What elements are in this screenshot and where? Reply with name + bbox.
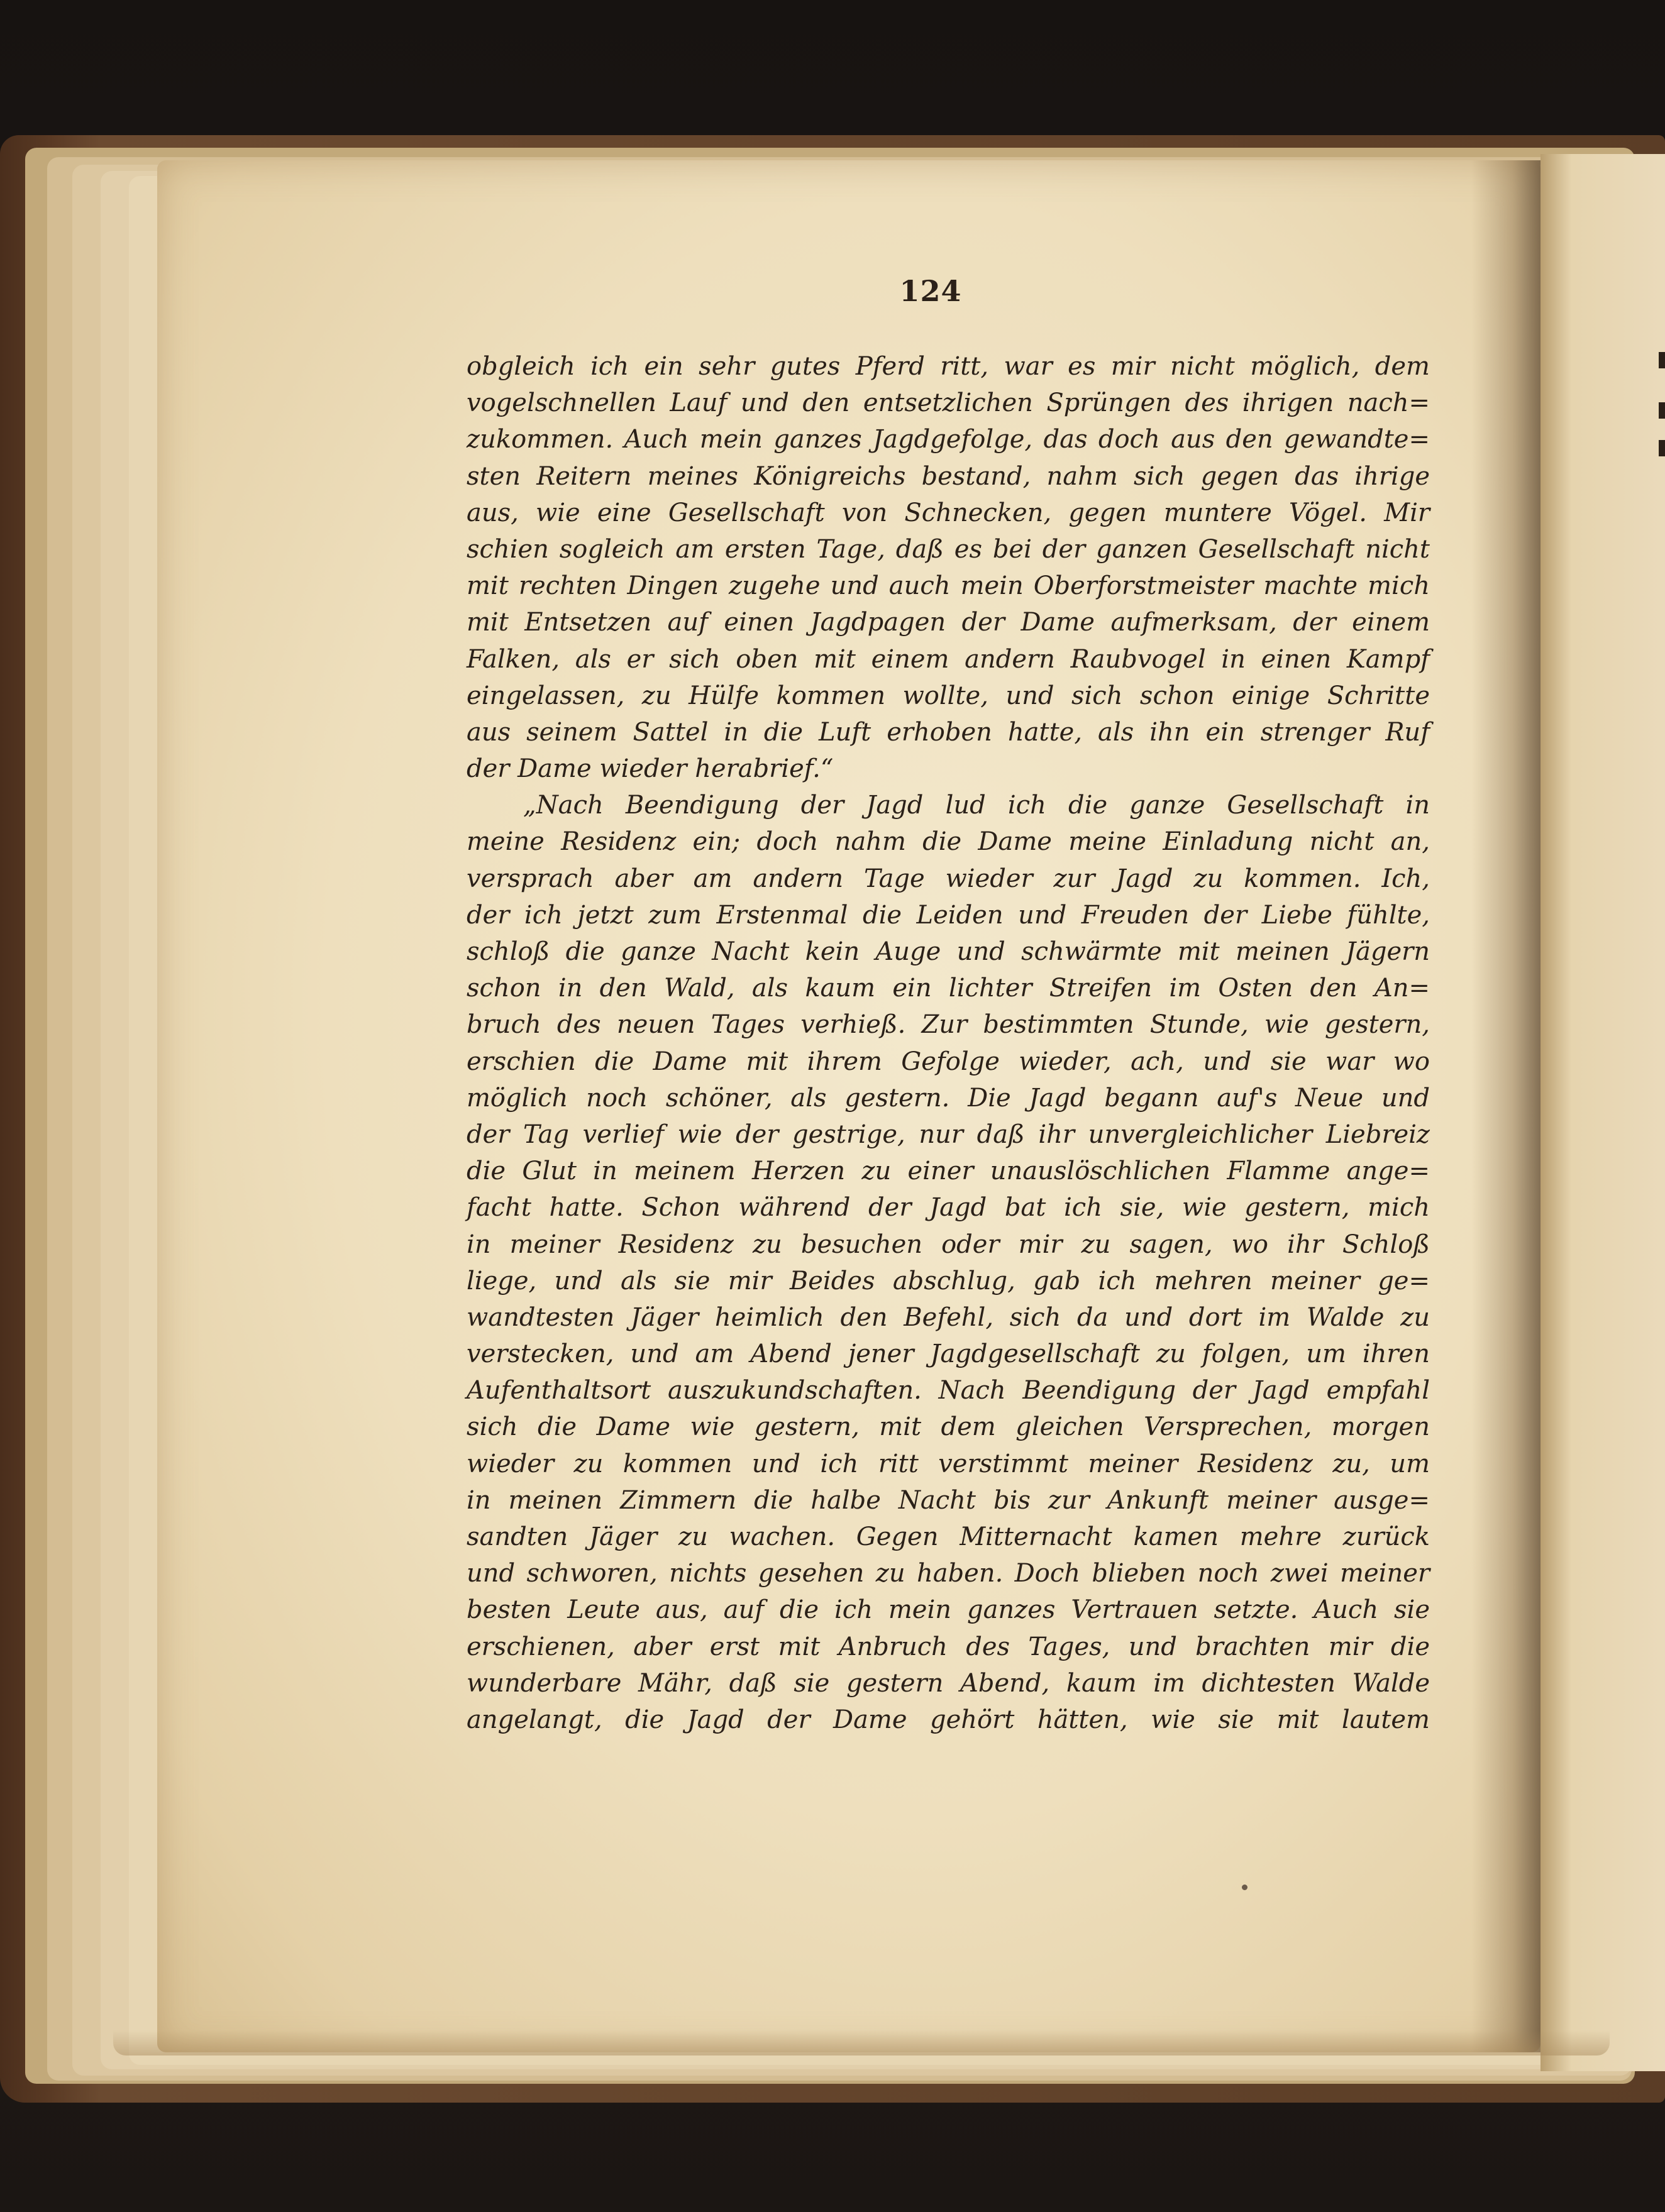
facing-text-mark <box>1659 402 1665 419</box>
text-line: zukommen. Auch mein ganzes Jagdgefolge, das doch aus den gewandte= <box>467 425 1430 454</box>
text-line: sandten Jäger zu wachen. Gegen Mitternacht kamen mehre zurück <box>467 1522 1430 1551</box>
text-line: eingelassen, zu Hülfe kommen wollte, und sich schon einige Schritte <box>467 681 1430 710</box>
facing-page-text-fragments <box>1659 352 1665 478</box>
text-line: erschien die Dame mit ihrem Gefolge wieder, ach, und sie war wo <box>467 1047 1430 1076</box>
text-line: und schworen, nichts gesehen zu haben. Doch blieben noch zwei meiner <box>467 1559 1430 1588</box>
text-line: verstecken, und am Abend jener Jagdgesellschaft zu folgen, um ihren <box>467 1340 1430 1369</box>
facing-page <box>1541 154 1665 2071</box>
text-line: aus, wie eine Gesellschaft von Schnecken, gegen muntere Vögel. Mir <box>467 498 1430 527</box>
text-line: besten Leute aus, auf die ich mein ganzes Vertrauen setzte. Auch sie <box>467 1595 1430 1625</box>
text-line: sich die Dame wie gestern, mit dem gleichen Versprechen, morgen <box>467 1412 1430 1442</box>
text-line: mit Entsetzen auf einen Jagdpagen der Dame aufmerksam, der einem <box>467 608 1430 637</box>
text-line: „Nach Beendigung der Jagd lud ich die ganze Gesellschaft in <box>523 791 1430 820</box>
text-line: obgleich ich ein sehr gutes Pferd ritt, war es mir nicht möglich, dem <box>467 352 1430 381</box>
page-number: 124 <box>899 274 962 308</box>
text-line: die Glut in meinem Herzen zu einer unauslöschlichen Flamme ange= <box>467 1157 1430 1186</box>
text-line: facht hatte. Schon während der Jagd bat ich sie, wie gestern, mich <box>467 1193 1430 1223</box>
text-line: vogelschnellen Lauf und den entsetzlichen Sprüngen des ihrigen nach= <box>467 388 1430 418</box>
text-line: schon in den Wald, als kaum ein lichter Streifen im Osten den An= <box>467 974 1430 1003</box>
text-line: mit rechten Dingen zugehe und auch mein Oberforstmeister machte mich <box>467 571 1430 601</box>
text-line: versprach aber am andern Tage wieder zur Jagd zu kommen. Ich, <box>467 864 1430 893</box>
text-line: wieder zu kommen und ich ritt verstimmt meiner Residenz zu, um <box>467 1449 1430 1478</box>
text-line: der Dame wieder herabrief.“ <box>467 754 834 784</box>
text-line: erschienen, aber erst mit Anbruch des Tages, und brachten mir die <box>467 1632 1430 1661</box>
facing-text-mark <box>1659 352 1665 368</box>
text-line: aus seinem Sattel in die Luft erhoben hatte, als ihn ein strenger Ruf <box>467 717 1430 747</box>
dust-speck <box>1242 1885 1247 1890</box>
text-line: der Tag verlief wie der gestrige, nur daß ihr unvergleichlicher Liebreiz <box>467 1120 1430 1149</box>
body-text <box>467 348 1430 1738</box>
text-line: sten Reitern meines Königreichs bestand, nahm sich gegen das ihrige <box>467 461 1430 491</box>
text-line: bruch des neuen Tages verhieß. Zur bestimmten Stunde, wie gestern, <box>467 1010 1430 1040</box>
gutter-shadow <box>1471 160 1541 2052</box>
text-line: angelangt, die Jagd der Dame gehört hätten, wie sie mit lautem <box>467 1705 1430 1734</box>
text-line: schien sogleich am ersten Tage, daß es bei der ganzen Gesellschaft nicht <box>467 534 1430 564</box>
text-line: möglich noch schöner, als gestern. Die Jagd begann auf's Neue und <box>467 1083 1430 1113</box>
facing-text-mark <box>1659 440 1665 456</box>
text-line: schloß die ganze Nacht kein Auge und schwärmte mit meinen Jägern <box>467 937 1430 966</box>
text-line: wandtesten Jäger heimlich den Befehl, sich da und dort im Walde zu <box>467 1302 1430 1332</box>
text-line: liege, und als sie mir Beides abschlug, gab ich mehren meiner ge= <box>467 1266 1430 1296</box>
text-line: in meiner Residenz zu besuchen oder mir zu sagen, wo ihr Schloß <box>467 1230 1430 1259</box>
text-line: wunderbare Mähr, daß sie gestern Abend, kaum im dichtesten Walde <box>467 1668 1430 1698</box>
text-line: in meinen Zimmern die halbe Nacht bis zur Ankunft meiner ausge= <box>467 1485 1430 1515</box>
text-line: Falken, als er sich oben mit einem andern Raubvogel in einen Kampf <box>467 644 1430 674</box>
page-bottom-edge <box>113 2030 1610 2055</box>
text-line: Aufenthaltsort auszukundschaften. Nach Beendigung der Jagd empfahl <box>467 1376 1430 1406</box>
text-line: der ich jetzt zum Erstenmal die Leiden und Freuden der Liebe fühlte, <box>467 900 1430 930</box>
text-line: meine Residenz ein; doch nahm die Dame meine Einladung nicht an, <box>467 827 1430 857</box>
